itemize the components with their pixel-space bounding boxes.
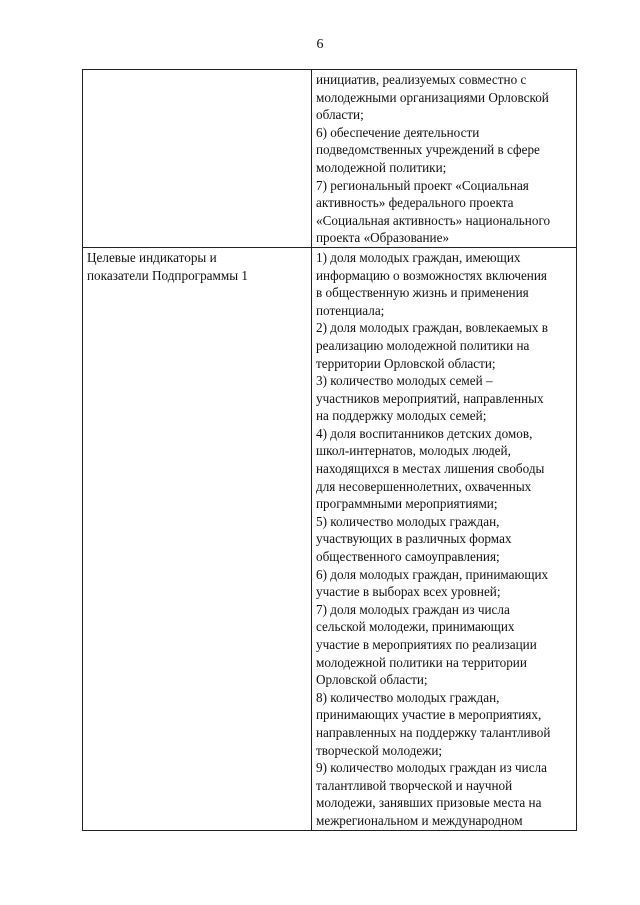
row-label-cell (83, 70, 312, 248)
content-line: молодежной политики на территории (316, 654, 527, 670)
content-line: 4) доля воспитанников детских домов, (316, 425, 533, 441)
content-line: 3) количество молодых семей – (316, 373, 493, 389)
row-label-cell (83, 247, 312, 830)
content-line: 6) обеспечение деятельности (316, 124, 480, 140)
page-number: 6 (316, 37, 324, 52)
content-line: 6) доля молодых граждан, принимающих (316, 566, 549, 582)
content-line: 5) количество молодых граждан, (316, 513, 500, 529)
content-line: активность» федерального проекта (316, 195, 514, 211)
content-line: участвующих в различных формах (316, 531, 512, 547)
content-line: потенциала; (316, 302, 385, 318)
content-line: участников мероприятий, направленных (316, 390, 544, 406)
row-content-cell (312, 247, 577, 830)
content-line: талантливой творческой и научной (316, 777, 513, 793)
content-line: сельской молодежи, принимающих (316, 619, 515, 635)
content-line: информацию о возможностях включения (316, 267, 547, 283)
content-line: на поддержку молодых семей; (316, 408, 487, 424)
content-line: общественного самоуправления; (316, 549, 500, 565)
table-row (83, 247, 577, 830)
row-content-cell (312, 70, 577, 248)
content-line: школ-интернатов, молодых людей, (316, 443, 511, 459)
content-line: подведомственных учреждений в сфере (316, 142, 540, 158)
content-line: участие в мероприятиях по реализации (316, 637, 537, 652)
content-line: территории Орловской области; (316, 355, 496, 371)
content-line: молодежными организациями Орловской (316, 89, 549, 105)
label-line: Целевые индикаторы и (87, 249, 217, 265)
content-line: 2) доля молодых граждан, вовлекаемых в (316, 320, 549, 336)
content-line: инициатив, реализуемых совместно с (316, 72, 527, 87)
content-line: молодежной политики; (316, 159, 447, 175)
content-line: 1) доля молодых граждан, имеющих (316, 249, 521, 265)
content-line: 8) количество молодых граждан, (316, 689, 500, 705)
content-line: 7) доля молодых граждан из числа (316, 601, 510, 617)
table-row (83, 70, 577, 248)
label-line: показатели Подпрограммы 1 (87, 267, 248, 283)
content-line: принимающих участие в мероприятиях, (316, 707, 542, 723)
content-line: программными мероприятиями; (316, 496, 498, 512)
content-line: области; (316, 107, 364, 123)
content-line: 7) региональный проект «Социальная (316, 177, 529, 193)
content-line: Орловской области; (316, 672, 428, 688)
content-line: в общественную жизнь и применения (316, 285, 529, 301)
content-line: творческой молодежи; (316, 742, 443, 758)
content-line: для несовершеннолетних, охваченных (316, 478, 532, 494)
content-line: направленных на поддержку талантливой (316, 724, 551, 740)
content-line: «Социальная активность» национального (316, 212, 551, 228)
document-table (82, 69, 577, 831)
content-line: 9) количество молодых граждан из числа (316, 760, 547, 776)
content-line: проекта «Образование» (316, 230, 450, 246)
content-line: находящихся в местах лишения свободы (316, 461, 545, 477)
content-line: молодежи, занявших призовые места на (316, 795, 542, 811)
content-line: межрегиональном и международном (316, 812, 523, 828)
content-line: реализацию молодежной политики на (316, 337, 530, 353)
content-line: участие в выборах всех уровней; (316, 584, 501, 600)
